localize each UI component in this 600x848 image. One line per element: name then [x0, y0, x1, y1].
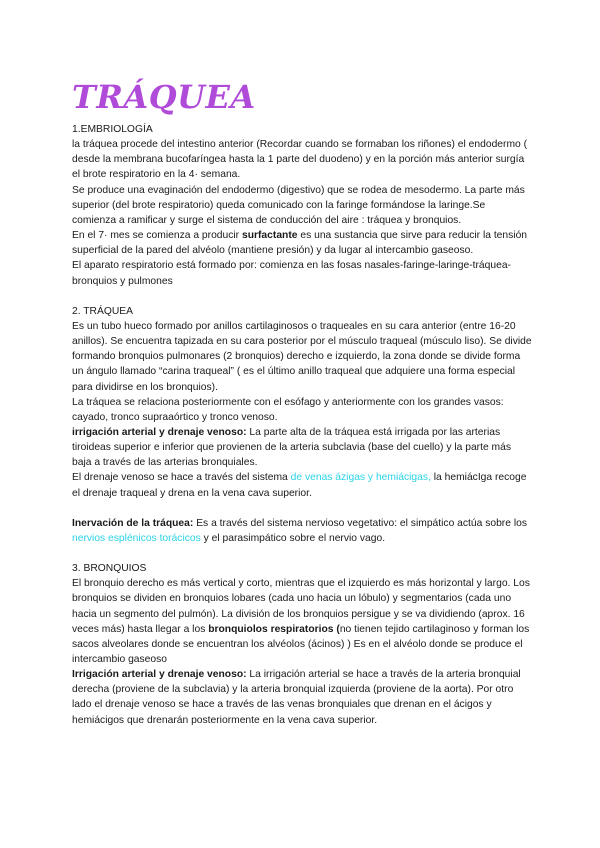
paragraph: [72, 425, 532, 470]
paragraph: [72, 470, 532, 500]
text-run: La irrigación arterial se hace a través de la arteria bronquial derecha (proviene de la subclavia) y la arteria bronquial izquierda (proviene de la aorta). Por otro lado el drenaje venoso se hace a través de las venas bronquiales que drenan en el ácigos y hemiácigos que drenarán posteriormente en la vena cava superior.: [72, 669, 521, 726]
bold-term: irrigación arterial y drenaje venoso:: [72, 426, 247, 438]
text-run: El drenaje venoso se hace a través del sistema: [72, 472, 291, 484]
highlight-text: de venas ázigas y hemiácigas,: [290, 472, 431, 484]
paragraph: [72, 228, 532, 258]
text-run: la hemiácIga recoge el drenaje traqueal y drena en la vena cava superior.: [72, 472, 527, 499]
bold-term: Inervación de la tráquea:: [72, 517, 194, 529]
text-run: En el 7· mes se comienza a producir: [72, 230, 242, 242]
title-text: TRÁQUEA: [72, 78, 256, 116]
document-page: [72, 80, 532, 728]
bold-term: Irrigación arterial y drenaje venoso:: [72, 669, 247, 681]
section-heading-embriologia: 1.EMBRIOLOGÍA: [72, 124, 153, 135]
text-run: no tienen tejido cartilaginoso y forman los sacos alveolares donde se encuentran los alvéolos (ácinos) ) Es en el alvéolo donde se produce el intercambio gaseoso: [72, 623, 530, 665]
paragraph: [72, 516, 532, 546]
spacer: [72, 546, 532, 561]
paragraph: Se produce una evaginación del endodermo (digestivo) que se rodea de mesodermo. La parte más superior (del brote respiratorio) queda comunicado con la faringe formándose la laringe.Se comienza a ramificar y surge el sistema de conducción del aire : tráquea y bronquios.: [72, 184, 525, 226]
text-run: La parte alta de la tráquea está irrigada por las arterias tiroideas superior e inferior que provienen de la arteria subclavia (base del cuello) y la parte más baja a través de las arterias bronquiales.: [72, 426, 511, 469]
paragraph: la tráquea procede del intestino anterior (Recordar cuando se formaban los riñones) el endodermo ( desde la membrana bucofaríngea hasta la 1 parte del duodeno) y en la porción más anterior surgía el brote respiratorio en la 4· semana.: [72, 139, 528, 181]
paragraph: La tráquea se relaciona posteriormente con el esófago y anteriormente con los grandes vasos: cayado, tronco supraaórtico y tronco venoso.: [72, 396, 504, 423]
bold-term: surfactante: [241, 230, 298, 242]
paragraph: Es un tubo hueco formado por anillos cartilaginosos o traqueales en su cara anterior (entre 16-20 anillos). Se encuentra tapizada en su cara posterior por el músculo traqueal (músculo liso). Se divide formando bronquios pulmonares (2 bronquios) derecho e izquierdo, la zona donde se divide forma un ángulo llamado “carina traqueal” ( es el último anillo traqueal que adquiere una forma especial para dividirse en los bronquios).: [72, 320, 532, 393]
paragraph: [72, 576, 532, 667]
text-run: Es a través del sistema nervioso vegetativo: el simpático actúa sobre los: [193, 517, 527, 529]
page-title: [72, 80, 532, 114]
section-heading-bronquios: 3. BRONQUIOS: [72, 563, 147, 575]
paragraph: El aparato respiratorio está formado por: comienza en las fosas nasales-faringe-laringe-tráquea-bronquios y pulmones: [72, 260, 511, 287]
bold-term: bronquiolos respiratorios (: [208, 623, 340, 635]
text-run: El bronquio derecho es más vertical y corto, mientras que el izquierdo es más horizontal y largo. Los bronquios se dividen en bronquios lobares (cada uno hacia un lóbulo) y segmentarios (cada uno hacia un segmento del pulmón). La división de los bronquios persigue y se va dividiendo (aprox. 16 veces más) hasta llegar a los: [72, 578, 530, 635]
paragraph: [72, 667, 532, 728]
highlight-text: nervios esplénicos torácicos: [72, 532, 201, 544]
section-heading-traquea: 2. TRÁQUEA: [72, 305, 134, 317]
text-run: es una sustancia que sirve para reducir la tensión superficial de la pared del alvéolo (mantiene presión) y da lugar al intercambio gaseoso.: [72, 230, 528, 257]
spacer: [72, 501, 532, 516]
text-run: y el parasimpático sobre el nervio vago.: [200, 532, 386, 544]
spacer: [72, 289, 532, 304]
